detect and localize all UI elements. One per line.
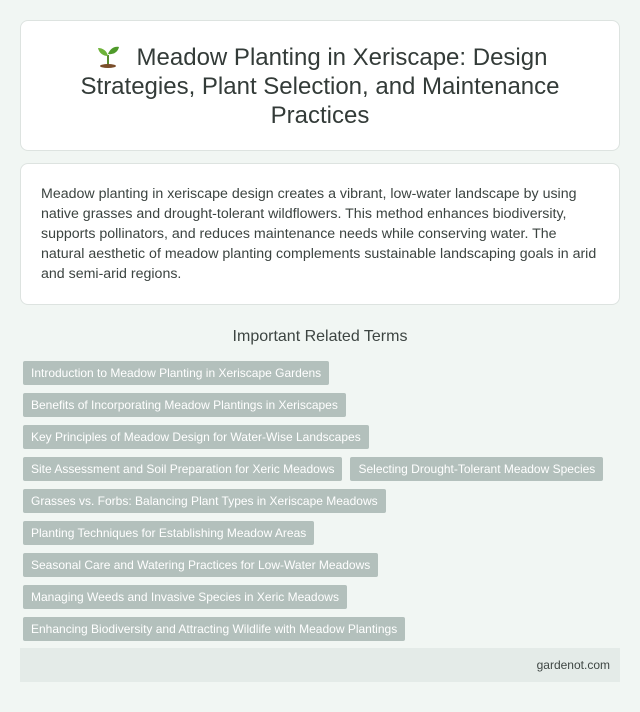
related-term-tag[interactable]: Selecting Drought-Tolerant Meadow Species bbox=[350, 457, 603, 481]
related-term-tag[interactable]: Benefits of Incorporating Meadow Plantings in Xeriscapes bbox=[23, 393, 346, 417]
footer-site-name: gardenot.com bbox=[536, 658, 610, 672]
page-title-text: Meadow Planting in Xeriscape: Design Strategies, Plant Selection, and Maintenance Practices bbox=[80, 44, 560, 129]
related-terms-heading: Important Related Terms bbox=[232, 328, 408, 345]
intro-card bbox=[20, 163, 620, 305]
seedling-icon bbox=[93, 44, 123, 68]
title-card bbox=[20, 20, 620, 151]
related-terms-list bbox=[20, 361, 620, 649]
related-term-tag[interactable]: Planting Techniques for Establishing Meadow Areas bbox=[23, 521, 314, 545]
related-term-tag[interactable]: Introduction to Meadow Planting in Xeriscape Gardens bbox=[23, 361, 329, 385]
page-title bbox=[45, 43, 595, 130]
related-term-tag[interactable]: Key Principles of Meadow Design for Water-Wise Landscapes bbox=[23, 425, 369, 449]
related-term-tag[interactable]: Enhancing Biodiversity and Attracting Wildlife with Meadow Plantings bbox=[23, 617, 405, 641]
related-term-tag[interactable]: Managing Weeds and Invasive Species in Xeric Meadows bbox=[23, 585, 347, 609]
related-term-tag[interactable]: Grasses vs. Forbs: Balancing Plant Types in Xeriscape Meadows bbox=[23, 489, 386, 513]
intro-paragraph: Meadow planting in xeriscape design creates a vibrant, low-water landscape by using native grasses and drought-tolerant wildflowers. This method enhances biodiversity, supports pollinators, and reduces maintenance needs while conserving water. The natural aesthetic of meadow planting complements sustainable landscaping goals in arid and semi-arid regions. bbox=[41, 186, 597, 282]
related-term-tag[interactable]: Site Assessment and Soil Preparation for Xeric Meadows bbox=[23, 457, 342, 481]
related-term-tag[interactable]: Seasonal Care and Watering Practices for Low-Water Meadows bbox=[23, 553, 378, 577]
footer bbox=[20, 648, 620, 682]
